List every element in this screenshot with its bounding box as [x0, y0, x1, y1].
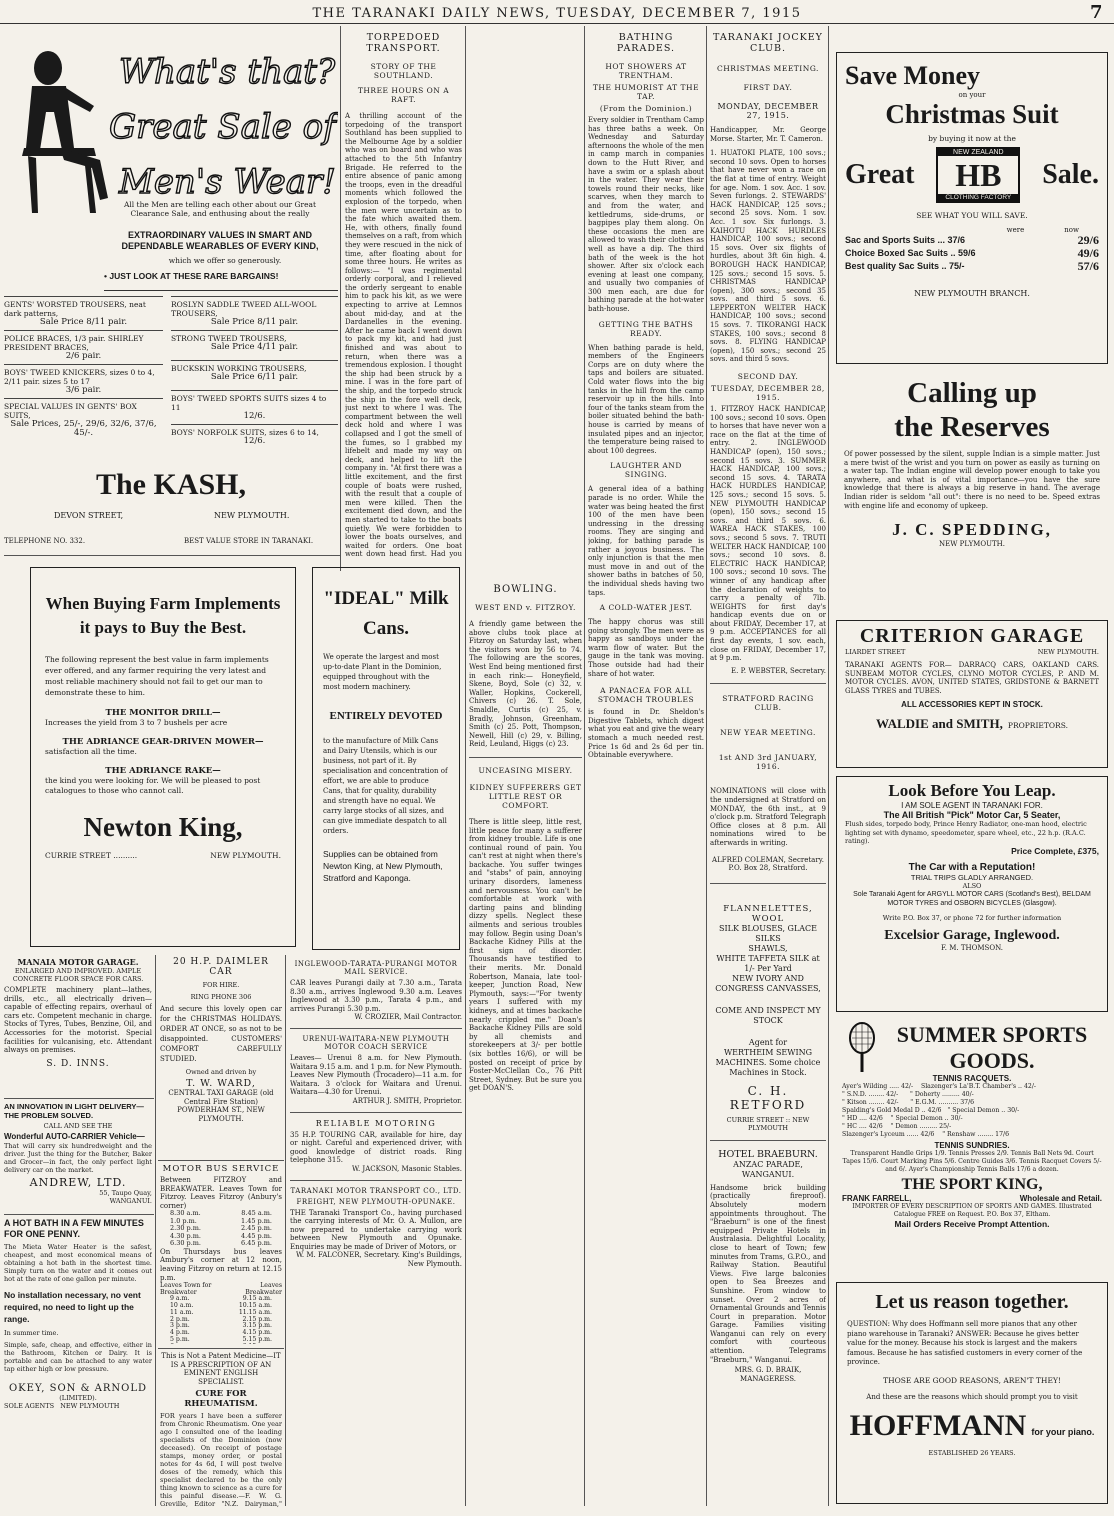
kash-right-item-name: BUCKSKIN WORKING TROUSERS,: [171, 364, 307, 373]
kash-left-item: [4, 364, 163, 398]
hb-price-row: [845, 260, 1099, 273]
seated-man-icon: [22, 51, 108, 213]
kash-script-line2: Great Sale of: [109, 107, 336, 147]
hb-logo-top: NEW ZEALAND: [938, 149, 1018, 156]
newton-addr2: NEW PLYMOUTH.: [210, 851, 281, 860]
kash-bargains: JUST LOOK AT THESE RARE BARGAINS!: [109, 271, 279, 281]
bus-time-depart: 10 a.m.: [170, 1302, 194, 1310]
hb-logo: [936, 147, 1020, 203]
braeburn-title: HOTEL BRAEBURN.: [718, 1148, 818, 1160]
excelsior-garage-advert: [836, 776, 1108, 1012]
bowling-title: BOWLING.: [493, 584, 558, 595]
reliable-name: W. JACKSON, Masonic Stables.: [351, 1164, 462, 1173]
jockey-body2: 1. FITZROY HACK HANDICAP, 100 sovs.; second 10 sovs. Open to horses that have never won a race on the flat at the time of entry. 2. INGLEWOOD HANDICAP (open), 150 sovs.; second 15 sovs. 3. SUMMER HACK HANDICAP, 100 sovs.; second 15 sovs. 4. TARATA HACK HURDLES HANDICAP, 125 sovs.; second 15 sovs. 5. NEW PLYMOUTH HANDICAP (open), 150 sovs.; second 15 sovs. and third 5 sovs. 6. WAREA HACK STAKES, 100 sovs.; second 5 sovs. 7. TRUTI WELTER HACK HANDICAP, 100 sovs.; second 10 sovs. 8. ELECTRIC HACK HANDICAP, 100 sovs.; second 10 sovs. The winner of any handicap after the declaration of weights to carry a penalty of 7lb. WEIGHTS for first day's handicap events due on or about FRIDAY, December 17, at 9 p.m. ACCEPTANCES for all first day events, 1 sov. each, close on FRIDAY, December 17, at 9 p.m.: [710, 405, 826, 663]
kash-right-item: [171, 390, 338, 424]
excelsior-price: Price Complete, £375,: [1011, 845, 1099, 856]
kash-right-item-price: Sale Price 4/11 pair.: [210, 342, 299, 352]
bus-time-return: 4.15 p.m.: [242, 1329, 272, 1337]
ideal-entirely: ENTIRELY DEVOTED: [329, 710, 443, 722]
okey-noinst: No installation necessary, no vent required, no need to light up the range.: [4, 1290, 141, 1324]
excelsior-prop: F. M. THOMSON.: [941, 943, 1003, 952]
stratford-sub: NEW YEAR MEETING.: [720, 728, 816, 738]
bus-time-depart: 6.30 p.m.: [170, 1239, 201, 1248]
stratford-date: 1st AND 3rd JANUARY, 1916.: [718, 753, 818, 772]
okey-name: OKEY, SON & ARNOLD: [8, 1383, 148, 1394]
kash-right-item: [171, 296, 338, 330]
torpedoed-transport-article: [345, 28, 462, 558]
bathing-body2: When bathing parade is held, members of the Engineers Corps are on duty where the taps and boilers are situated. Cold water flows into the big tanks in the hill from the camp reservoir up in the hills. Into four of the tanks steam from the boiler situated behind the bath-house is carried by means of insulated pipes and an injector, the temperature being raised to about 100 degrees.: [588, 343, 704, 455]
sport-king-advert: [836, 1020, 1108, 1270]
bus-time-return: 3.15 p.m.: [242, 1322, 272, 1330]
ideal-milk-cans-advert: [312, 567, 460, 950]
newton-item3b: the kind you were looking for. We will be pleased to post catalogues to those who cannot call.: [45, 776, 261, 795]
bus-time-depart: 4.30 p.m.: [170, 1231, 201, 1240]
daimler-hire: FOR HIRE.: [202, 981, 240, 989]
bowling-article: [469, 580, 582, 1506]
newton-king-advert: [30, 567, 296, 947]
kash-headline: EXTRAORDINARY VALUES IN SMART AND DEPENDABLE WEARABLES OF EVERY KIND,: [121, 230, 319, 251]
kash-left-item-price: 3/6 pair.: [65, 385, 102, 395]
inglewood-title: INGLEWOOD-TARATA-PURANGI MOTOR MAIL SERVICE.: [294, 960, 458, 976]
racquet-price-line: Spalding's Gold Medal D .. 42/6 " Special Demon .. 30/-: [842, 1107, 1020, 1114]
kash-illustration: [4, 28, 338, 218]
torpedo-sub2: THREE HOURS ON A RAFT.: [357, 86, 450, 104]
newton-addr1: CURRIE STREET ..........: [45, 851, 138, 860]
transport-title: TARANAKI MOTOR TRANSPORT CO., LTD.: [290, 1186, 462, 1195]
hoffmann-title: Let us reason together.: [875, 1291, 1069, 1313]
ideal-title: "IDEAL" Milk Cans.: [323, 588, 449, 639]
kash-right-item-price: 12/6.: [243, 411, 266, 421]
okey-agents: SOLE AGENTS NEW PLYMOUTH: [4, 1402, 120, 1410]
reserves-title1: Calling up: [907, 377, 1037, 409]
daimler-body: And secure this lovely open car for the CHRISTMAS HOLIDAYS. ORDER AT ONCE, so as not to be disappointed. CUSTOMERS' COMFORT CAREFULLY STUDIED.: [160, 1005, 282, 1063]
braeburn-sub: ANZAC PARADE,: [733, 1159, 803, 1169]
sport-title2: GOODS.: [949, 1048, 1035, 1073]
ideal-intro: We operate the largest and most up-to-date Plant in the Dominion, equipped throughout with the most modern machinery.: [323, 653, 442, 691]
kash-left-item-name: SPECIAL VALUES IN GENTS' BOX SUITS,: [4, 402, 137, 420]
excelsior-trial: TRIAL TRIPS GLADLY ARRANGED.: [910, 872, 1034, 882]
savemoney-buying: by buying it now at the: [928, 134, 1016, 143]
bathing-title: BATHING PARADES.: [616, 32, 676, 54]
jockey-secretary: E. P. WEBSTER, Secretary.: [731, 666, 826, 675]
jockey-sub3: SECOND DAY.: [737, 372, 799, 382]
motor-services-column: [290, 957, 462, 1507]
criterion-stock: ALL ACCESSORIES KEPT IN STOCK.: [901, 700, 1043, 710]
manaia-name: S. D. INNS.: [46, 1058, 110, 1069]
kash-script-line1: What's that?: [119, 52, 336, 92]
okey-ltd: (LIMITED).: [59, 1394, 97, 1402]
kash-right-item: [171, 330, 338, 360]
kash-left-item: [4, 330, 163, 364]
criterion-street: LIARDET STREET: [845, 648, 906, 656]
hoffmann-for: for your piano.: [1031, 1426, 1095, 1437]
hoffmann-name: HOFFMANN: [849, 1408, 1027, 1442]
sport-title1: SUMMER SPORTS: [896, 1022, 1088, 1047]
bus-time-depart: 1.0 p.m.: [170, 1216, 197, 1225]
masthead: [0, 0, 1114, 24]
flannel-line1: SILK BLOUSES, GLACE SILKS: [718, 923, 817, 943]
ideal-body: to the manufacture of Milk Cans and Dairy Utensils, which is our business, not part of it. By specialisation and concentration of effort, we are able to produce Cans, that for quality, durability and strength have no equal. We carry large stocks of all sizes, and can give immediate despatch to all orders.: [323, 737, 448, 835]
okey-arnold-advert: [4, 1218, 152, 1508]
sport-farrell: FRANK FARRELL,: [842, 1194, 912, 1203]
racquet-price-line: " HC .... 42/6 " Demon ......... 25/-: [842, 1123, 952, 1130]
andrew-town: WANGANUI.: [109, 1197, 152, 1205]
kash-left-item: [4, 398, 163, 441]
stratford-coleman: ALFRED COLEMAN, Secretary. P.O. Box 28, Stratford.: [712, 855, 824, 873]
bus-sun: On Thursdays bus leaves Ambury's corner at 12 noon, leaving Fitzroy on return at 12.15 p.m.: [160, 1247, 282, 1282]
kash-right-item-name: ROSLYN SADDLE TWEED ALL-WOOL TROUSERS,: [171, 300, 317, 318]
kash-name: The KASH,: [95, 468, 247, 501]
bowling-sub: WEST END v. FITZROY.: [475, 603, 576, 612]
sport-mail: Mail Orders Receive Prompt Attention.: [894, 1219, 1050, 1229]
urenui-title: URENUI-WAITARA-NEW PLYMOUTH MOTOR COACH SERVICE: [302, 1034, 450, 1051]
okey-body2: Simple, safe, cheap, and effective, either in the Bathroom, Kitchen or Dairy. It is portable and can be attached to any water tap either high or low pressure.: [4, 1341, 152, 1373]
braeburn-body: Handsome brick building (practically fireproof). Absolutely modern appointments throughout. The "Braeburn" is one of the finest equipped Private Hotels in Australasia. Delightful Locality, close to heart of Town; few minutes from Trams, G.P.O., and Railway Station. Beautiful Views. Five large balconies open to Sea Breezes and Sunshine. From window to sunset. Over 2 acres of Ornamental Grounds and Tennis Court in preparation. Motor Garage. Families visiting Wanganui can rely on every comfort with courteous attention. Telegrams "Braeburn," Wanganui.: [710, 1183, 826, 1364]
kidney-body: There is little sleep, little rest, little peace for many a sufferer from kidney trouble. Life is one continual round of pain. You can't rest at night when there's backache. You suffer twinges and "stabs" of pain, annoying urinary disorders, lameness and nervousness. You can't be comfortable at work with darting pains and blinding dizzy spells. Neglect these ailments and serious troubles may follow. Begin using Doan's Backache Kidney Pills at the first sign of disorder. Thousands have testified to their merits. Mr. Donald Robertson, Manaia, late tool-keeper, Junction Road, New Plymouth, says:—"For twenty years I suffered with my kidneys, and at times backache nearly crippled me." Doan's Backache Kidney Pills are sold by all chemists and storekeepers at 3/- per bottle (six bottles 16/6), or will be posted on receipt of price by Foster-McClellan Co., 76 Pitt Street, Sydney. But be sure you get DOAN'S.: [469, 817, 582, 1093]
kash-street: DEVON STREET,: [54, 511, 124, 520]
excelsior-car: The All British "Pick" Motor Car, 5 Seater,: [883, 810, 1061, 820]
hb-row-item: Sac and Sports Suits ... 37/6: [845, 235, 966, 245]
reserves-town: NEW PLYMOUTH.: [939, 540, 1005, 549]
reliable-body: 35 H.P. TOURING CAR, available for hire, day or night. Careful and experienced driver, with good knowledge of district roads. Ring telephone 315.: [290, 1130, 462, 1165]
daimler-ring: RING PHONE 306: [190, 993, 252, 1001]
daimler-car-advert: [160, 957, 282, 1157]
manaia-sub: ENLARGED AND IMPROVED. AMPLE CONCRETE FLOOR SPACE FOR CARS.: [12, 967, 144, 983]
hb-save-money-advert: [836, 52, 1108, 364]
criterion-body: TARANAKI AGENTS FOR— DARRACQ CARS, OAKLAND CARS. SUNBEAM MOTOR CYCLES, CLYNO MOTOR CYCLES, P. AND M. MOTOR CYCLES. AVON, UNITED STATES, GRIDSTONE & BARNETT GLASS TYRES and TUBES.: [845, 661, 1099, 695]
kash-right-item: [171, 424, 338, 454]
savemoney-branch: NEW PLYMOUTH BRANCH.: [914, 289, 1030, 298]
bus-time-row: [160, 1240, 282, 1248]
andrew-name: ANDREW, LTD.: [29, 1176, 127, 1189]
savemoney-on: on your: [958, 91, 986, 99]
criterion-town: NEW PLYMOUTH.: [1037, 648, 1099, 656]
bathing-h2: GETTING THE BATHS READY.: [598, 319, 694, 338]
hb-price-row: [845, 234, 1099, 247]
flannel-agent: Agent for: [748, 1037, 788, 1047]
okey-title: A HOT BATH IN A FEW MINUTES FOR ONE PENNY.: [4, 1218, 144, 1239]
andrew-call: CALL AND SEE THE: [43, 1122, 113, 1130]
bus-time-return: 2.15 p.m.: [242, 1315, 272, 1323]
bathing-sub1: HOT SHOWERS AT TRENTHAM.: [605, 62, 687, 80]
page-number: 7: [1089, 2, 1104, 23]
stratford-title: STRATFORD RACING CLUB.: [722, 694, 814, 713]
excelsior-rep: The Car with a Reputation!: [908, 861, 1036, 873]
sport-sundries: TENNIS SUNDRIES.: [934, 1141, 1010, 1150]
kash-intro: All the Men are telling each other about our Great Clearance Sale, and enthusing about the really: [123, 200, 317, 218]
bathing-body4: The happy chorus was still going strongly. The men were as happy as sandboys under the warm flow of water. But the gauge in the tank was moving. Those outside had had their share of hot water.: [588, 618, 704, 678]
bathing-h5: A PANACEA FOR ALL STOMACH TROUBLES: [597, 686, 695, 705]
hoffmann-body: QUESTION: Why does Hoffmann sell more pianos that any other piano warehouse in Taranaki? ANSWER: Because he gives better value for the money. Because his stock is largest and the makers famous. Because he has satisfied customers in every corner of the province.: [847, 1320, 1083, 1366]
reserves-title2: the Reserves: [894, 411, 1050, 443]
savemoney-sale: Sale.: [1042, 159, 1099, 190]
jockey-date1: MONDAY, DECEMBER 27, 1915.: [717, 102, 819, 120]
daimler-owned: Owned and driven by: [185, 1068, 257, 1076]
cure-body: FOR years I have been a sufferer from Chronic Rheumatism. One year ago I consulted one of the leading specialists of the Dominion (now deceased). On receipt of postage stamps, money order, or postal notes for 4s 6d, I will post twelve doses of the remedy, which this specialist declared to be the only thing known to science as a cure for this painful disease.—F. W. G. Greville, Editor "N.Z. Dairyman,": [160, 1412, 282, 1508]
sport-sundries-body: Transparent Handle Grips 1/9. Tennis Presses 2/9. Tennis Ball Nets 9d. Court Tapes 15/6. Court Marking Pins 5/6. Centre Guides 3/6. Tennis Racquet Covers 5/- and 6/. Ayer's Championship Tennis Balls 17/6 a dozen.: [842, 1150, 1102, 1173]
bus-time-depart: 5 p.m.: [170, 1336, 190, 1344]
daimler-addr: CENTRAL TAXI GARAGE (old Central Fire Station) POWDERHAM ST., NEW PLYMOUTH.: [168, 1089, 274, 1123]
transport-body: THE Taranaki Transport Co., having purchased the carrying interests of Mr. O. A. Mullon, are now prepared to undertake carrying work between New Plymouth and Opunake. Enquiries may be made of Driver of Motors, or: [290, 1208, 462, 1251]
torpedo-sub1: STORY OF THE SOUTHLAND.: [370, 62, 437, 80]
flannel-line2: SHAWLS,: [748, 943, 788, 953]
kash-script-line3: Men's Wear!: [119, 162, 336, 202]
bathing-body3: A general idea of a bathing parade is no order. While the water was being heated the first 100 of the men have been undressing in the dressing rooms. They are singing and joking, for bathing parade is rather a joyous business. The only injunction is that the men must move in and out of the shower baths in batches of 50, the individual sheds having two taps.: [588, 485, 704, 597]
inglewood-body: CAR leaves Purangi daily at 7.30 a.m., Tarata 8.30 a.m., arrives Inglewood 9.30 a.m. Leaves Inglewood at 3.30 p.m., Tarata 4 p.m., and arrives Purangi 5.30 p.m.: [290, 979, 462, 1013]
kash-tag: which we offer so generously.: [168, 256, 282, 265]
bowling-body: A friendly game between the above clubs took place at Fitzroy on Saturday last, when the visitors won by 56 to 74. The following are the scores, West End being mentioned first in each rink:— Honeyfield, Skene, Boyd, Sole (c) 32, v. Waller, Hopkins, Cockerell, Chivers (c) 26. T. Sole, Smaldle, Curtis (c) 25, v. Bradly, Johnson, Greenham, Smith (c) 25. Pott, Thompson, Newell, Hill (c) 29, v. Billing, Reid, Leuland, Higgs (c) 23.: [469, 620, 582, 749]
bus-time-depart: 3 p.m.: [170, 1322, 190, 1330]
kash-right-item-price: 12/6.: [243, 436, 266, 446]
savemoney-great: Great: [845, 159, 915, 190]
andrew-ltd-advert: [4, 1102, 152, 1212]
reserves-name: J. C. SPEDDING,: [892, 520, 1052, 540]
rheumatism-cure-advert: [160, 1352, 282, 1508]
inglewood-name: W. CROZIER, Mail Contractor.: [354, 1013, 462, 1022]
bathing-h4: A COLD-WATER JEST.: [599, 603, 693, 613]
racquet-price-line: " Kitson ........ 42/- " E.G.M. .......... 37/6: [842, 1099, 975, 1106]
savemoney-col-now: now: [1064, 226, 1079, 234]
reliable-title: RELIABLE MOTORING: [315, 1118, 437, 1128]
bus-time-depart: 2 p.m.: [170, 1315, 190, 1323]
bus-time-return: 11.15 a.m.: [238, 1308, 272, 1316]
kash-advert: What's that? Great Sale of Men's Wear! All the Men are telling each other about our Great Clearance Sale, and enthusing about the really EXTRAORDINARY VALUES IN SMART AND DEPENDABLE WEARABLES OF EVERY KIND, which we offer so generously. • JUST LOOK AT THESE RARE BARGAINS! GENTS' WORSTED TROUSERS, neat dark patterns, Sale Price 8/11 pair. POLICE BRACES, 1/3 pair. SHIRLEY PRESIDENT BRACES, 2/6 pair. BOYS' TWEED KNICKERS, sizes 0 to 4, 2/11 pair. sizes 5 to 17 3/6 pair. SPECIAL VALUES IN GENTS' BOX SUITS, Sale Prices, 25/-, 29/6, 32/6, 37/6, 45/-. ROSLYN SADDLE TWEED ALL-WOOL TROUSERS, Sale Price 8/11 pair. STRONG TWEED TROUSERS, Sale Price 4/11 pair. BUCKSKIN WORKING TROUSERS, Sale Price 6/11 pair. BOYS' TWEED SPORTS SUITS sizes 4 to 11 12/6. BOYS' NORFOLK SUITS, sizes 6 to 14, 12/6. The KASH, DEVON STREET, NEW PLYMOUTH. TELEPHONE NO. 332. BEST VALUE STORE IN TARANAKI.: [4, 28, 338, 552]
savemoney-col-were: were: [1006, 226, 1025, 234]
jockey-sub1: CHRISTMAS MEETING.: [717, 64, 819, 73]
newton-item2: THE ADRIANCE GEAR-DRIVEN MOWER—: [62, 737, 264, 747]
daimler-name: T. W. WARD,: [186, 1078, 256, 1089]
jockey-body1: 1. HUATOKI PLATE, 100 sovs.; second 10 sovs. Open to horses that have never won a race on the flat at time of entry. Weight for age. Nom. 1 sov. Acc. 1 sov. Seven furlongs. 2. STEWARDS' HACK HANDICAP, 125 sovs.; second 25 sovs. Nom. 1 sov. Acc. 1 sov. Six furlongs. 3. KAIHOTU HACK HURDLES HANDICAP, 100 sovs.; second 15 sovs. Over six flights of hurdles, about 3ft 6in high. 4. BOROUGH HACK HANDICAP, 125 sovs.; second 15 sovs. 5. CHRISTMAS HANDICAP (open), 300 sovs.; second 35 sovs. and third 5 sovs. 6. LEPPERTON WELTER HACK HANDICAP, 100 sovs.; second 15 sovs. 7. TIKORANGI HACK STAKES, 100 sovs.; second 8 sovs. 8. FLYING HANDICAP (open), 150 sovs.; second 25 sovs. and third 5 sovs.: [710, 149, 826, 364]
jockey-officials: Handicapper, Mr. George Morse. Starter, Mr. T. Cameron.: [710, 126, 826, 143]
hoffmann-reasons: And these are the reasons which should prompt you to visit: [866, 1392, 1078, 1401]
andrew-title: AN INNOVATION IN LIGHT DELIVERY—THE PROBLEM SOLVED.: [4, 1102, 144, 1120]
kash-right-item-name: BOYS' TWEED SPORTS SUITS sizes 4 to 11: [171, 394, 327, 412]
bathing-src: (From the Dominion.): [599, 104, 693, 113]
bathing-sub2: THE HUMORIST AT THE TAP.: [592, 83, 700, 101]
hb-row-item: Choice Boxed Sac Suits .. 59/6: [845, 248, 976, 258]
torpedo-body: A thrilling account of the torpedoing of the transport Southland has been supplied to the Melbourne Age by a soldier who was on board and who was attached to the 5th Infantry Brigade. He referred to the entire absence of panic among the troops, even in the dreadful moments which followed the explosion of the torpedo, when the men were uncertain as to the fate which awaited them. He, with others, finally found themselves on a raft, from which they were rescued in the nick of time, after floating about for some three hours. He writes as follows:— "I was regimental orderly corporal, and I relieved the orderly sergeant to enable him to pack his kit, as we were expecting to arrive at Lemnos about mid-day, and at the Dardanelles in the evening. After he came back I went down to pack my kit, and had just finished and was about to return, when there was a tremendous explosion. I thought the ship had been struck by a mine. I was in the fore part of the ship, and the torpedo struck the ship in the fore well deck, just next to where I was. The compartment between the well deck hold and where I was collapsed and I got the smell of the fumes, so I grabbed my lifebelt and made my way on deck, and helped to lift the company in. "At first there was a little excitement, and the first couple of boats were rushed, with the result that a couple of men were killed. Then the excitement died down, and the men started to take to the boats quietly. We were forbidden to lower the boats ourselves, and waited for orders. One boat went down head first. Had you: [345, 112, 462, 558]
newton-title: When Buying Farm Implements it pays to Buy the Best.: [45, 594, 281, 637]
newton-item2b: satisfaction all the time.: [45, 747, 137, 756]
braeburn-advert: [710, 1149, 826, 1384]
cure-pre: This is Not a Patent Medicine—IT IS A PRESCRIPTION OF AN EMINENT ENGLISH SPECIALIST.: [161, 1352, 281, 1386]
andrew-wonder: Wonderful AUTO-CARRIER Vehicle—: [4, 1132, 145, 1141]
hb-row-now: 57/6: [1077, 259, 1099, 273]
excelsior-also: ALSO: [962, 881, 982, 890]
excelsior-argyll: Sole Taranaki Agent for ARGYLL MOTOR CARS (Scotland's Best), BELDAM MOTOR TYRES and OSBORN BICYCLES (Glasgow).: [853, 890, 1091, 907]
excelsior-agent: I AM SOLE AGENT IN TARANAKI FOR.: [901, 801, 1043, 810]
bus-time-depart: 8.30 a.m.: [170, 1209, 201, 1218]
savemoney-see: SEE WHAT YOU WILL SAVE.: [916, 211, 1028, 220]
hb-logo-bot: CLOTHING FACTORY: [938, 194, 1018, 201]
urenui-name: ARTHUR J. SMITH, Proprietor.: [352, 1096, 462, 1105]
kash-left-item-name: BOYS' TWEED KNICKERS, sizes 0 to 4, 2/11 pair. sizes 5 to 17: [4, 368, 155, 386]
ideal-supplies: Supplies can be obtained from Newton King, at New Plymouth, Stratford and Kaponga.: [323, 849, 443, 883]
bathing-body5: is found in Dr. Sheldon's Digestive Tablets, which digest what you eat and give the weary stomach a much needed rest. Price 1s 6d and 2s 6d per tin. Obtainable everywhere.: [588, 708, 704, 760]
bus-time-return: 10.15 a.m.: [238, 1302, 272, 1310]
kash-left-item: [4, 296, 163, 330]
criterion-garage-advert: [836, 620, 1108, 768]
newton-body: The following represent the best value in farm implements ever offered, and any farmer requiring the very latest and most reliable machinery should not fail to get our man to demonstrate these to him.: [45, 655, 269, 697]
kash-left-item-name: GENTS' WORSTED TROUSERS, neat dark patterns,: [4, 300, 146, 318]
hoffmann-good: THOSE ARE GOOD REASONS, AREN'T THEY!: [883, 1375, 1061, 1385]
bus-time-depart: 9 a.m.: [170, 1295, 190, 1303]
criterion-name: WALDIE and SMITH,: [876, 716, 1003, 732]
kash-right-item-price: Sale Price 8/11 pair.: [210, 317, 299, 327]
manaia-body: COMPLETE machinery plant—lathes, drills, etc., all electrically driven—capable of effecting repairs, overhaul of cars etc. Competent mechanic in charge. Stocks of Tyres, Tubes, Benzine, Oil, and Accessories for the motorist. Special facilities for vulcanising, etc. Attendant always on premises.: [4, 986, 152, 1055]
braeburn-sign: MRS. G. D. BRAIK, MANAGERESS.: [734, 1366, 802, 1383]
kash-phone: TELEPHONE NO. 332.: [4, 537, 86, 545]
bus-time-return: 4.45 p.m.: [241, 1231, 272, 1240]
hb-row-now: 49/6: [1077, 246, 1099, 260]
flannel-name: C. H. RETFORD: [729, 1083, 807, 1112]
newton-item3: THE ADRIANCE RAKE—: [105, 766, 221, 776]
bus-time-depart: 11 a.m.: [170, 1308, 194, 1316]
bus-time-return: 2.45 p.m.: [241, 1224, 272, 1233]
kash-left-item-price: 2/6 pair.: [65, 351, 102, 361]
cure-title: CURE FOR RHEUMATISM.: [184, 1389, 258, 1410]
bus-hdr-right: Leaves Breakwater: [245, 1282, 282, 1297]
reserves-advert: [836, 372, 1108, 612]
kash-right-item-name: STRONG TWEED TROUSERS,: [171, 334, 287, 343]
flannel-title: FLANNELETTES, WOOL: [723, 903, 813, 924]
flannel-agent2: WERTHEIM SEWING MACHINES. Some choice Machines in Stock.: [715, 1047, 821, 1077]
manaia-title: MANAIA MOTOR GARAGE.: [17, 957, 139, 967]
hoffmann-advert: [836, 1282, 1108, 1504]
sport-importer: IMPORTER OF EVERY DESCRIPTION OF SPORTS AND GAMES. Illustrated Catalogue FREE on Request. P.O. Box 37, Eltham.: [852, 1203, 1092, 1218]
kidney-title: KIDNEY SUFFERERS GET LITTLE REST OR COMFORT.: [469, 782, 582, 810]
unceasing-title: UNCEASING MISERY.: [478, 765, 573, 775]
kash-right-item-name: BOYS' NORFOLK SUITS, sizes 6 to 14,: [171, 428, 319, 437]
flannel-line4: NEW IVORY AND CONGRESS CANVASSES,: [715, 973, 821, 993]
motor-bus-advert: [160, 1164, 282, 1344]
excelsior-body: Flush sides, torpedo body, Prince Henry Radiator, one-man hood, electric lighting set with dynamo, speedometer, spare wheel, etc., 22 h.p. (R.A.C. rating).: [845, 820, 1087, 845]
reserves-body: Of power possessed by the silent, supple Indian is a simple matter. Just a mere twist of the wrist and you turn on power as easily as turning on a water tap. The Indian engine will develop power enough to take you anywhere, and what is of vital importance—you have the sure knowledge that there is always a big reserve in hand. The average Indian rider is seldom "all out": there is no need to be. Speed extras with engine life and economy of upkeep.: [844, 450, 1100, 510]
jockey-sub2: FIRST DAY.: [743, 83, 793, 92]
bathing-parades-article: [588, 28, 704, 1506]
sport-rackets: TENNIS RACQUETS.: [932, 1074, 1012, 1083]
transport-sub: FREIGHT, NEW PLYMOUTH-OPUNAKE.: [296, 1197, 456, 1206]
kash-tagline: BEST VALUE STORE IN TARANAKI.: [184, 537, 314, 545]
racquet-icon: [842, 1022, 882, 1074]
torpedo-title: TORPEDOED TRANSPORT.: [366, 32, 441, 54]
excelsior-title: Look Before You Leap.: [888, 781, 1056, 800]
bus-time-depart: 4 p.m.: [170, 1329, 190, 1337]
braeburn-town: WANGANUI.: [741, 1169, 795, 1179]
hb-logo-mid: HB: [955, 157, 1002, 193]
bus-hdr-left: Leaves Town for Breakwater: [160, 1282, 212, 1297]
urenui-body: Leaves— Urenui 8 a.m. for New Plymouth. Waitara 9.15 a.m. and 1 p.m. for New Plymouth. Leaves New Plymouth (Trocadero)—11 a.m. for Waitara. 3 o'clock for Waitara and Urenui. Waitara—4.30 for Urenui.: [290, 1053, 462, 1097]
masthead-title: THE TARANAKI DAILY NEWS, TUESDAY, DECEMBER 7, 1915: [312, 6, 802, 21]
newton-name: Newton King,: [83, 812, 243, 842]
excelsior-name: Excelsior Garage, Inglewood.: [884, 927, 1060, 943]
kash-town: NEW PLYMOUTH.: [214, 511, 290, 520]
newton-item1b: Increases the yield from 3 to 7 bushels per acre: [45, 718, 228, 727]
bus-title: MOTOR BUS SERVICE: [162, 1164, 280, 1174]
jockey-title: TARANAKI JOCKEY CLUB.: [713, 32, 823, 54]
criterion-title: CRITERION GARAGE: [859, 625, 1085, 647]
racquet-price-line: " HD .... 42/6 " Special Demon .. 30/-: [842, 1115, 963, 1122]
hoffmann-est: ESTABLISHED 26 YEARS.: [928, 1448, 1016, 1457]
sport-wholesale: Wholesale and Retail.: [1019, 1194, 1102, 1203]
racquet-price-line: Slazenger's Lyceum ...... 42/6 " Renshaw ........ 17/6: [842, 1131, 1010, 1138]
bus-time-return: 9.15 a.m.: [242, 1295, 272, 1303]
stratford-nominations: NOMINATIONS will close with the undersigned at Stratford on MONDAY, the 6th inst., at 9 o'clock p.m. Stratford Telegraph Office closes at 8 p.m. All nominations wired to be afterwards in writing.: [710, 787, 826, 847]
jockey-date2: TUESDAY, DECEMBER 28, 1915.: [711, 384, 825, 403]
bus-time-depart: 2.30 p.m.: [170, 1224, 201, 1233]
bathing-h3: LAUGHTER AND SINGING.: [610, 461, 682, 480]
bus-time-return: 1.45 p.m.: [241, 1216, 272, 1225]
sport-name: THE SPORT KING,: [901, 1176, 1043, 1193]
retford-advert: [710, 904, 826, 1132]
kash-left-item-price: Sale Price 8/11 pair.: [39, 317, 128, 327]
flannel-addr: CURRIE STREET :: NEW PLYMOUTH: [726, 1115, 810, 1132]
newton-item1: THE MONITOR DRILL—: [105, 708, 221, 718]
racquet-price-line: Ayer's Wilding ..... 42/- Slazenger's La'B.T. Chamber's .. 42/-: [842, 1083, 1037, 1090]
bus-time-return: 6.45 p.m.: [241, 1239, 272, 1248]
andrew-addr: 55, Taupo Quay,: [99, 1189, 152, 1197]
hb-row-now: 29/6: [1077, 233, 1099, 247]
flannel-line3: WHITE TAFFETA SILK at 1/- Per Yard: [716, 953, 820, 973]
kash-right-item: [171, 360, 338, 390]
excelsior-write: Write P.O. Box 37, or phone 72 for further information: [882, 913, 1062, 922]
daimler-title: 20 H.P. DAIMLER CAR: [173, 957, 269, 977]
transport-name: W. M. FALCONER, Secretary. King's Buildings, New Plymouth.: [295, 1251, 462, 1269]
bathing-body: Every soldier in Trentham Camp has three baths a week. On Wednesday and Saturday afternoons the whole of the men in camp march in companies down to the Hutt River, and have a swim or a splash about in the water. They wear their towels round their necks, like scarves, when they march to and from the water, and kettledrums, side-drums, or bagpipes play them along. On these occasions the men are allowed to wash their clothes as well as have a dip. The third bath of the week is the hot shower. After six o'clock each evening at least one company, and usually two companies of 300 men each, are due for bathing parade at the hot-water bath-house.: [588, 116, 704, 314]
kash-left-item-price: Sale Prices, 25/-, 29/6, 32/6, 37/6, 45/-.: [10, 419, 157, 438]
manaia-garage-advert: [4, 957, 152, 1097]
savemoney-title: Save Money: [845, 61, 981, 90]
okey-body: The Mieta Water Heater is the safest, cheapest, and most economical means of obtaining a hot bath in the shortest time. Simply turn on the water and it comes out hot at the rate of one gallon per minute.: [4, 1243, 152, 1283]
flannel-line5: COME AND INSPECT MY STOCK: [715, 1005, 821, 1025]
bus-time-return: 5.15 p.m.: [242, 1336, 272, 1344]
hb-row-item: Best quality Sac Suits .. 75/-: [845, 261, 965, 271]
bus-body: Between FITZROY and BREAKWATER. Leaves Town for Fitzroy. Leaves Fitzroy (Anbury's corner): [160, 1176, 282, 1210]
criterion-prop: PROPRIETORS.: [1007, 721, 1068, 731]
bus-time-return: 8.45 a.m.: [241, 1209, 272, 1218]
andrew-body: That will carry six hundredweight and the driver. Just the thing for the Butcher, Baker and Grocer—in fact, the only perfect light delivery car on the market.: [4, 1142, 152, 1174]
jockey-club-notice: [710, 28, 826, 1506]
kash-right-item-price: Sale Price 6/11 pair.: [210, 372, 299, 382]
okey-summer: In summer time.: [4, 1329, 59, 1337]
kash-left-item-name: POLICE BRACES, 1/3 pair. SHIRLEY PRESIDENT BRACES,: [4, 334, 144, 352]
savemoney-suit: Christmas Suit: [885, 99, 1059, 129]
hb-price-row: [845, 247, 1099, 260]
racquet-price-line: " S.N.D. ........ 42/- " Doherty ......... 40/-: [842, 1091, 974, 1098]
